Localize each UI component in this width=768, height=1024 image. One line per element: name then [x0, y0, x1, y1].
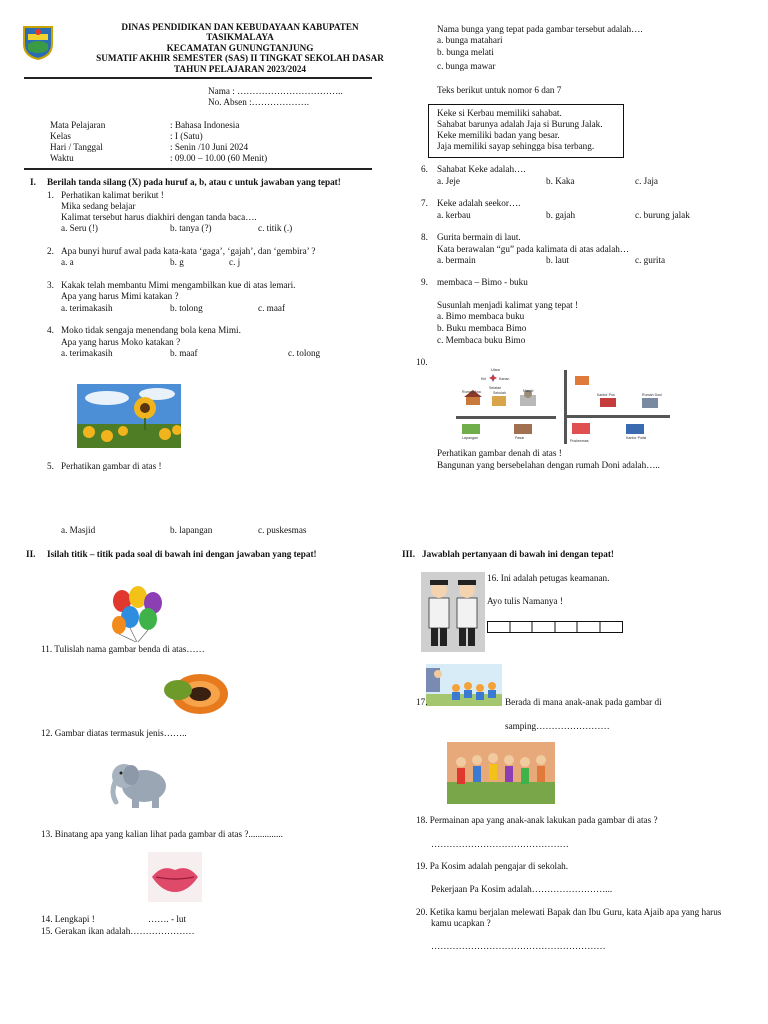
question-number: 6. — [421, 164, 428, 174]
header-line-5: TAHUN PELAJARAN 2023/2024 — [173, 64, 307, 74]
story-line: Keke si Kerbau memiliki sahabat. — [437, 108, 562, 118]
option-a[interactable]: a. Bimo membaca buku — [437, 311, 525, 321]
children-playing-picture — [447, 742, 555, 804]
question-number: 4. — [47, 325, 54, 335]
option-a[interactable]: a. kerbau — [437, 210, 471, 220]
map-label: Selatan — [489, 386, 502, 390]
header-line-1: DINAS PENDIDIKAN DAN KEBUDAYAAN KABUPATEN — [121, 22, 359, 32]
option-b[interactable]: b. tanya (?) — [170, 223, 212, 233]
info-label: Mata Pelajaran — [50, 120, 106, 130]
question-2-text: Apa bunyi huruf awal pada kata-kata ‘gaga’, ‘gajah’, dan ‘gembira’ ? — [61, 246, 316, 256]
header-line-2: TASIKMALAYA — [206, 32, 274, 42]
map-label: Lapangan — [462, 436, 478, 440]
option-a[interactable]: a. terimakasih — [61, 348, 113, 358]
option-c[interactable]: c. gurita — [635, 255, 666, 265]
question-8-text: Gurita bermain di laut. — [437, 232, 521, 242]
question-number: 17. — [416, 697, 428, 707]
question-12-text: 12. Gambar diatas termasuk jenis…….. — [41, 728, 187, 738]
option-a[interactable]: a. bunga matahari — [437, 35, 503, 45]
question-4-text: Moko tidak sengaja menendang bola kena Mimi. — [61, 325, 241, 335]
option-c[interactable]: c. Jaja — [635, 176, 658, 186]
question-11-text: 11. Tulislah nama gambar benda di atas…… — [41, 644, 205, 654]
option-a[interactable]: a. terimakasih — [61, 303, 113, 313]
balloons-picture — [108, 585, 166, 643]
reading-instruction: Teks berikut untuk nomor 6 dan 7 — [437, 85, 562, 95]
question-16-text: 16. Ini adalah petugas keamanan. — [487, 573, 610, 583]
option-a[interactable]: a. bermain — [437, 255, 476, 265]
info-label: Kelas — [50, 131, 71, 141]
question-7-text: Keke adalah seekor…. — [437, 198, 521, 208]
question-17-blank[interactable]: samping…………………… — [505, 721, 610, 731]
option-c[interactable]: c. tolong — [288, 348, 321, 358]
header-line-4: SUMATIF AKHIR SEMESTER (SAS) II TINGKAT SEKOLAH DASAR — [96, 53, 384, 63]
option-c[interactable]: c. j — [229, 257, 241, 267]
info-value: : 09.00 – 10.00 (60 Menit) — [170, 153, 268, 163]
info-label: Hari / Tanggal — [50, 142, 103, 152]
neighborhood-map — [456, 366, 670, 444]
question-10-text: Perhatikan gambar denah di atas ! — [437, 448, 562, 458]
absen-field[interactable]: No. Absen :………………. — [208, 97, 310, 107]
name-field[interactable]: Nama : …………………………….. — [208, 86, 343, 96]
map-label: Masjid — [523, 389, 534, 393]
option-a[interactable]: a. Jeje — [437, 176, 460, 186]
elephant-picture — [104, 756, 172, 812]
question-13-text: 13. Binatang apa yang kalian lihat pada gambar di atas ?............... — [41, 829, 283, 839]
map-label: Utara — [491, 368, 500, 372]
option-a[interactable]: a. Masjid — [61, 525, 96, 535]
classroom-picture — [426, 664, 502, 706]
question-20-text: 20. Ketika kamu berjalan melewati Bapak dan Ibu Guru, kata Ajaib apa yang harus — [416, 907, 722, 917]
option-b[interactable]: b. Buku membaca Bimo — [437, 323, 527, 333]
map-label: Kiri — [481, 377, 487, 381]
map-label: Sekolah — [493, 391, 506, 395]
info-label: Waktu — [50, 153, 74, 163]
question-14-text: 14. Lengkapi ! — [41, 914, 95, 924]
question-3-prompt: Apa yang harus Mimi katakan ? — [61, 291, 179, 301]
option-b[interactable]: b. bunga melati — [437, 47, 494, 57]
option-b[interactable]: b. gajah — [546, 210, 576, 220]
section-2-number: II. — [26, 549, 36, 559]
info-divider — [24, 168, 372, 170]
security-guards-picture — [421, 572, 485, 652]
option-c[interactable]: c. bunga mawar — [437, 61, 496, 71]
section-3-title: Jawablah pertanyaan di bawah ini dengan tepat! — [422, 549, 614, 559]
question-15-text: 15. Gerakan ikan adalah………………… — [41, 926, 195, 936]
story-line: Keke memiliki badan yang besar. — [437, 130, 560, 140]
section-3-number: III. — [402, 549, 416, 559]
map-label: Kantor Pos — [597, 393, 615, 397]
question-3-text: Kakak telah membantu Mimi mengambilkan kue di atas lemari. — [61, 280, 296, 290]
question-number: 5. — [47, 461, 54, 471]
option-a[interactable]: a. Seru (!) — [61, 223, 98, 233]
question-number: 10. — [416, 357, 428, 367]
question-9-text: membaca – Bimo - buku — [437, 277, 528, 287]
name-letter-boxes[interactable] — [487, 621, 623, 633]
question-number: 9. — [421, 277, 428, 287]
question-number: 3. — [47, 280, 54, 290]
header-line-3: KECAMATAN GUNUNGTANJUNG — [166, 43, 314, 53]
question-20-blank[interactable]: ………………………………………………… — [431, 941, 606, 951]
question-number: 8. — [421, 232, 428, 242]
question-number: 1. — [47, 190, 54, 200]
info-value: : I (Satu) — [170, 131, 203, 141]
option-c[interactable]: c. burung jalak — [635, 210, 690, 220]
regency-logo — [22, 24, 54, 60]
map-label: Rumah Ana — [462, 390, 481, 394]
header-divider — [24, 77, 372, 79]
question-1-sentence: Mika sedang belajar — [61, 201, 136, 211]
option-b[interactable]: b. g — [170, 257, 184, 267]
section-1-number: I. — [30, 177, 36, 187]
question-17-text: Berada di mana anak-anak pada gambar di — [505, 697, 662, 707]
option-c[interactable]: c. puskesmas — [258, 525, 307, 535]
story-line: Sahabat barunya adalah Jaja si Burung Jalak. — [437, 119, 603, 129]
question-5-flower-text: Nama bunga yang tepat pada gambar tersebut adalah…. — [437, 24, 643, 34]
question-8-prompt: Kata berawalan “gu” pada kalimata di atas adalah… — [437, 244, 630, 254]
question-number: 7. — [421, 198, 428, 208]
question-19-text: 19. Pa Kosim adalah pengajar di sekolah. — [416, 861, 569, 871]
papaya-picture — [160, 664, 230, 718]
question-20-prompt: kamu ucapkan ? — [431, 918, 491, 928]
option-c[interactable]: c. maaf — [258, 303, 286, 313]
question-18-blank[interactable]: ……………………………………… — [431, 839, 569, 849]
question-6-text: Sahabat Keke adalah…. — [437, 164, 526, 174]
question-9-prompt: Susunlah menjadi kalimat yang tepat ! — [437, 300, 579, 310]
option-c[interactable]: c. Membaca buku Bimo — [437, 335, 526, 345]
map-label: Kanan — [499, 377, 510, 381]
question-4-prompt: Apa yang harus Moko katakan ? — [61, 337, 181, 347]
question-number: 2. — [47, 246, 54, 256]
lips-picture — [148, 852, 202, 902]
question-10-prompt: Bangunan yang bersebelahan dengan rumah Doni adalah….. — [437, 460, 660, 470]
question-16-prompt: Ayo tulis Namanya ! — [487, 596, 563, 606]
option-c[interactable]: c. titik (.) — [258, 223, 293, 233]
question-19-blank[interactable]: Pekerjaan Pa Kosim adalah……………………... — [431, 884, 613, 894]
section-2-title: Isilah titik – titik pada soal di bawah ini dengan jawaban yang tepat! — [47, 549, 317, 559]
map-label: Pasar — [515, 436, 525, 440]
question-1-text: Perhatikan kalimat berikut ! — [61, 190, 164, 200]
question-5-text: Perhatikan gambar di atas ! — [61, 461, 162, 471]
sunflower-picture — [77, 384, 181, 448]
option-b[interactable]: b. lapangan — [170, 525, 213, 535]
section-1-title: Berilah tanda silang (X) pada huruf a, b, atau c untuk jawaban yang tepat! — [47, 177, 341, 187]
option-b[interactable]: b. Kaka — [546, 176, 575, 186]
info-value: : Bahasa Indonesia — [170, 120, 240, 130]
map-label: Kantor Polisi — [626, 436, 647, 440]
info-value: : Senin /10 Juni 2024 — [170, 142, 249, 152]
question-1-prompt: Kalimat tersebut harus diakhiri dengan tanda baca…. — [61, 212, 257, 222]
map-label: Puskesmas — [570, 439, 589, 443]
question-18-text: 18. Permainan apa yang anak-anak lakukan pada gambar di atas ? — [416, 815, 658, 825]
question-14-blank[interactable]: ……. - lut — [148, 914, 187, 924]
option-b[interactable]: b. maaf — [170, 348, 198, 358]
option-b[interactable]: b. laut — [546, 255, 569, 265]
option-a[interactable]: a. a — [61, 257, 74, 267]
map-label: Rumah Doni — [642, 393, 662, 397]
option-b[interactable]: b. tolong — [170, 303, 203, 313]
story-line: Jaja memiliki sayap sehingga bisa terbang. — [437, 141, 595, 151]
